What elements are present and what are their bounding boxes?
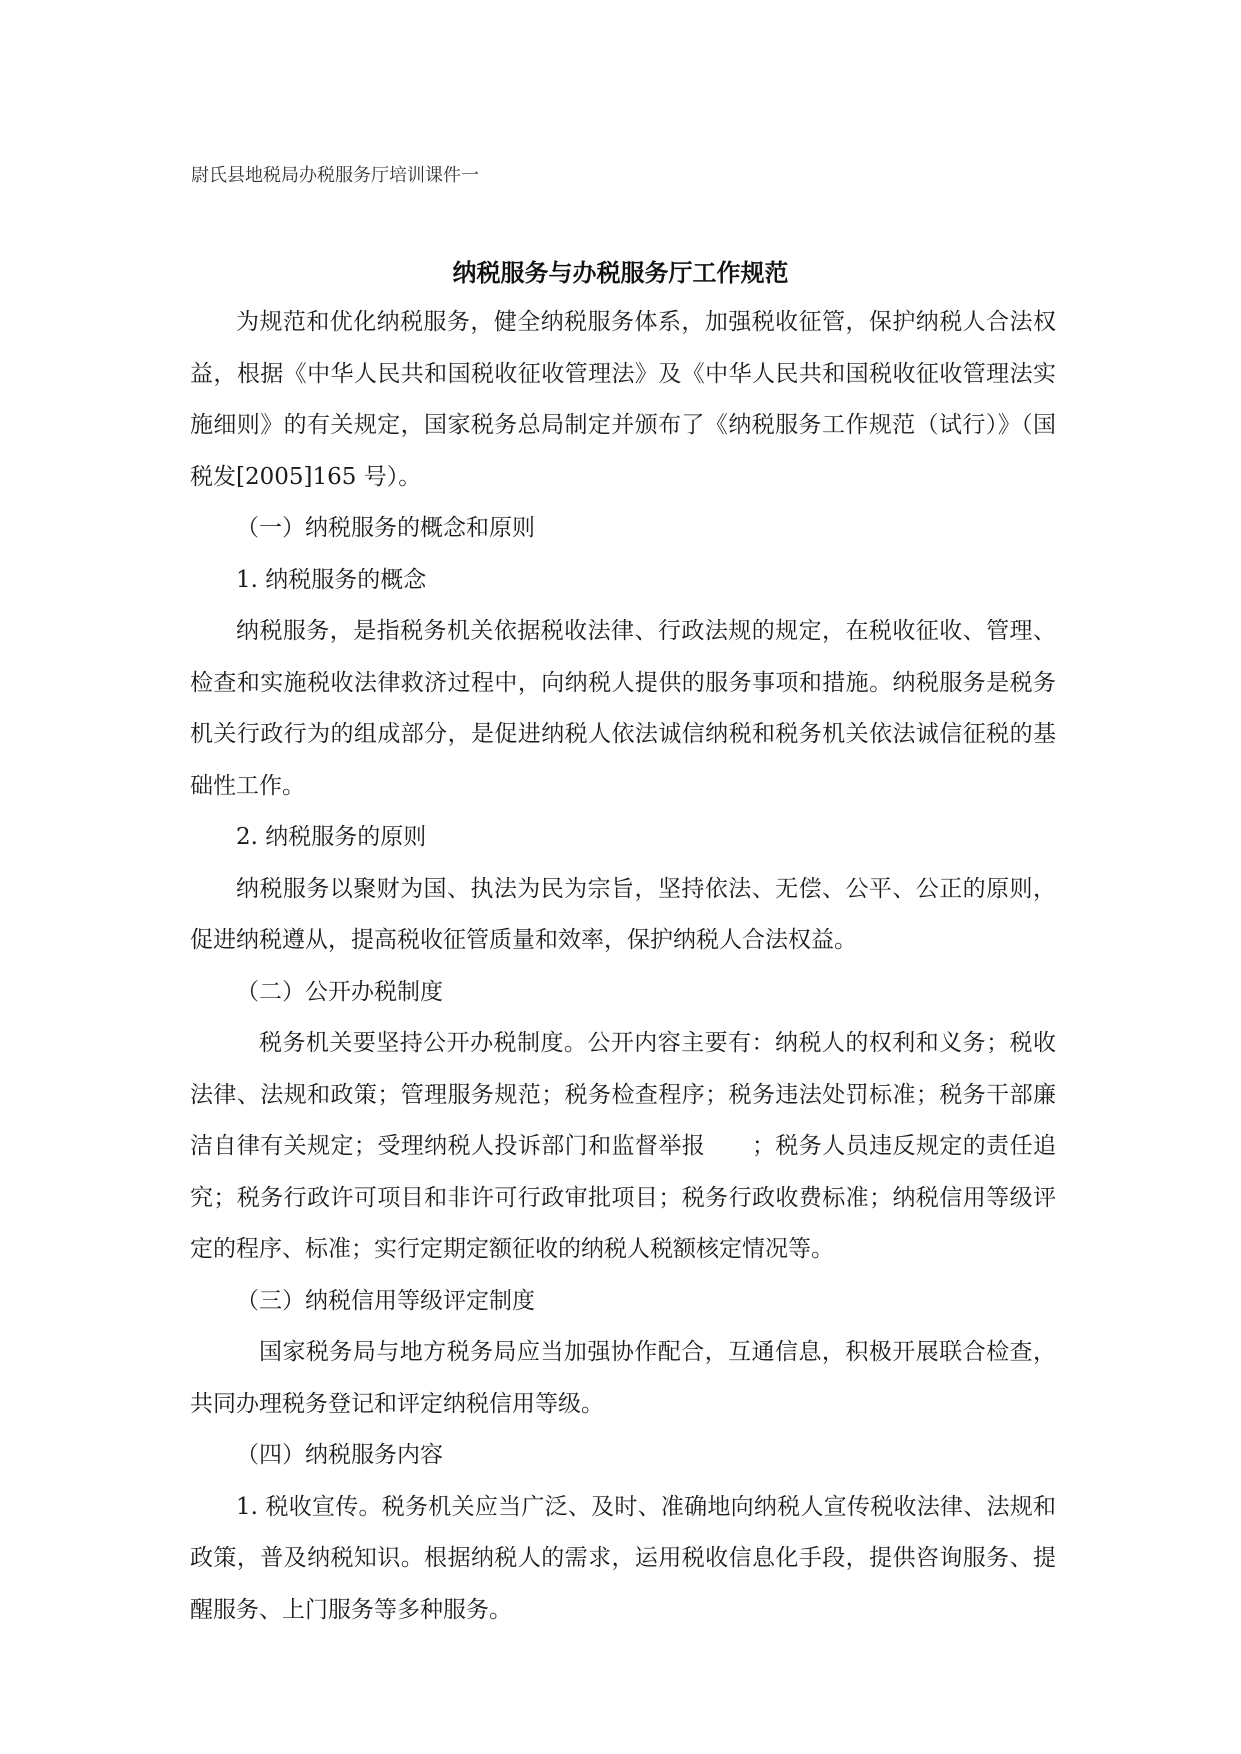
document-title: 纳税服务与办税服务厅工作规范	[452, 258, 789, 287]
document-body	[190, 297, 1056, 1636]
paragraph-open-tax: 税务机关要坚持公开办税制度。公开内容主要有：纳税人的权利和义务；税收法律、法规和政策；管理服务规范；税务检查程序；税务违法处罚标准；税务干部廉洁自律有关规定；受理纳税人投诉部门和监督举报 ；税务人员违反规定的责任追究；税务行政许可项目和非许可行政审批项目；税务行政收费标准；纳税信用等级评定的程序、标准；实行定期定额征收的纳税人税额核定情况等。	[190, 1030, 1056, 1262]
paragraph-credit-rating: 国家税务局与地方税务局应当加强协作配合，互通信息，积极开展联合检查，共同办理税务登记和评定纳税信用等级。	[190, 1339, 1056, 1417]
section-heading-4: （四）纳税服务内容	[236, 1442, 443, 1468]
section-heading-1: （一）纳税服务的概念和原则	[236, 515, 535, 541]
paragraph-concept: 纳税服务，是指税务机关依据税收法律、行政法规的规定，在税收征收、管理、检查和实施税收法律救济过程中，向纳税人提供的服务事项和措施。纳税服务是税务机关行政行为的组成部分，是促进纳税人依法诚信纳税和税务机关依法诚信征税的基础性工作。	[190, 618, 1056, 799]
header-note: 尉氏县地税局办税服务厅培训课件一	[191, 165, 479, 186]
paragraph-tax-publicity: 1. 税收宣传。税务机关应当广泛、及时、准确地向纳税人宣传税收法律、法规和政策，普及纳税知识。根据纳税人的需求，运用税收信息化手段，提供咨询服务、提醒服务、上门服务等多种服务。	[190, 1493, 1056, 1623]
subheading-principle: 2. 纳税服务的原则	[236, 824, 427, 850]
section-heading-3: （三）纳税信用等级评定制度	[236, 1287, 535, 1314]
paragraph-principle: 纳税服务以聚财为国、执法为民为宗旨，坚持依法、无偿、公平、公正的原则，促进纳税遵从，提高税收征管质量和效率，保护纳税人合法权益。	[190, 875, 1056, 953]
subheading-concept: 1. 纳税服务的概念	[236, 566, 427, 593]
section-heading-2: （二）公开办税制度	[236, 978, 443, 1005]
paragraph-intro: 为规范和优化纳税服务，健全纳税服务体系，加强税收征管，保护纳税人合法权益，根据《中华人民共和国税收征收管理法》及《中华人民共和国税收征收管理法实施细则》的有关规定，国家税务总局制定并颁布了《纳税服务工作规范（试行）》（国税发[2005]165 号）。	[190, 309, 1056, 490]
